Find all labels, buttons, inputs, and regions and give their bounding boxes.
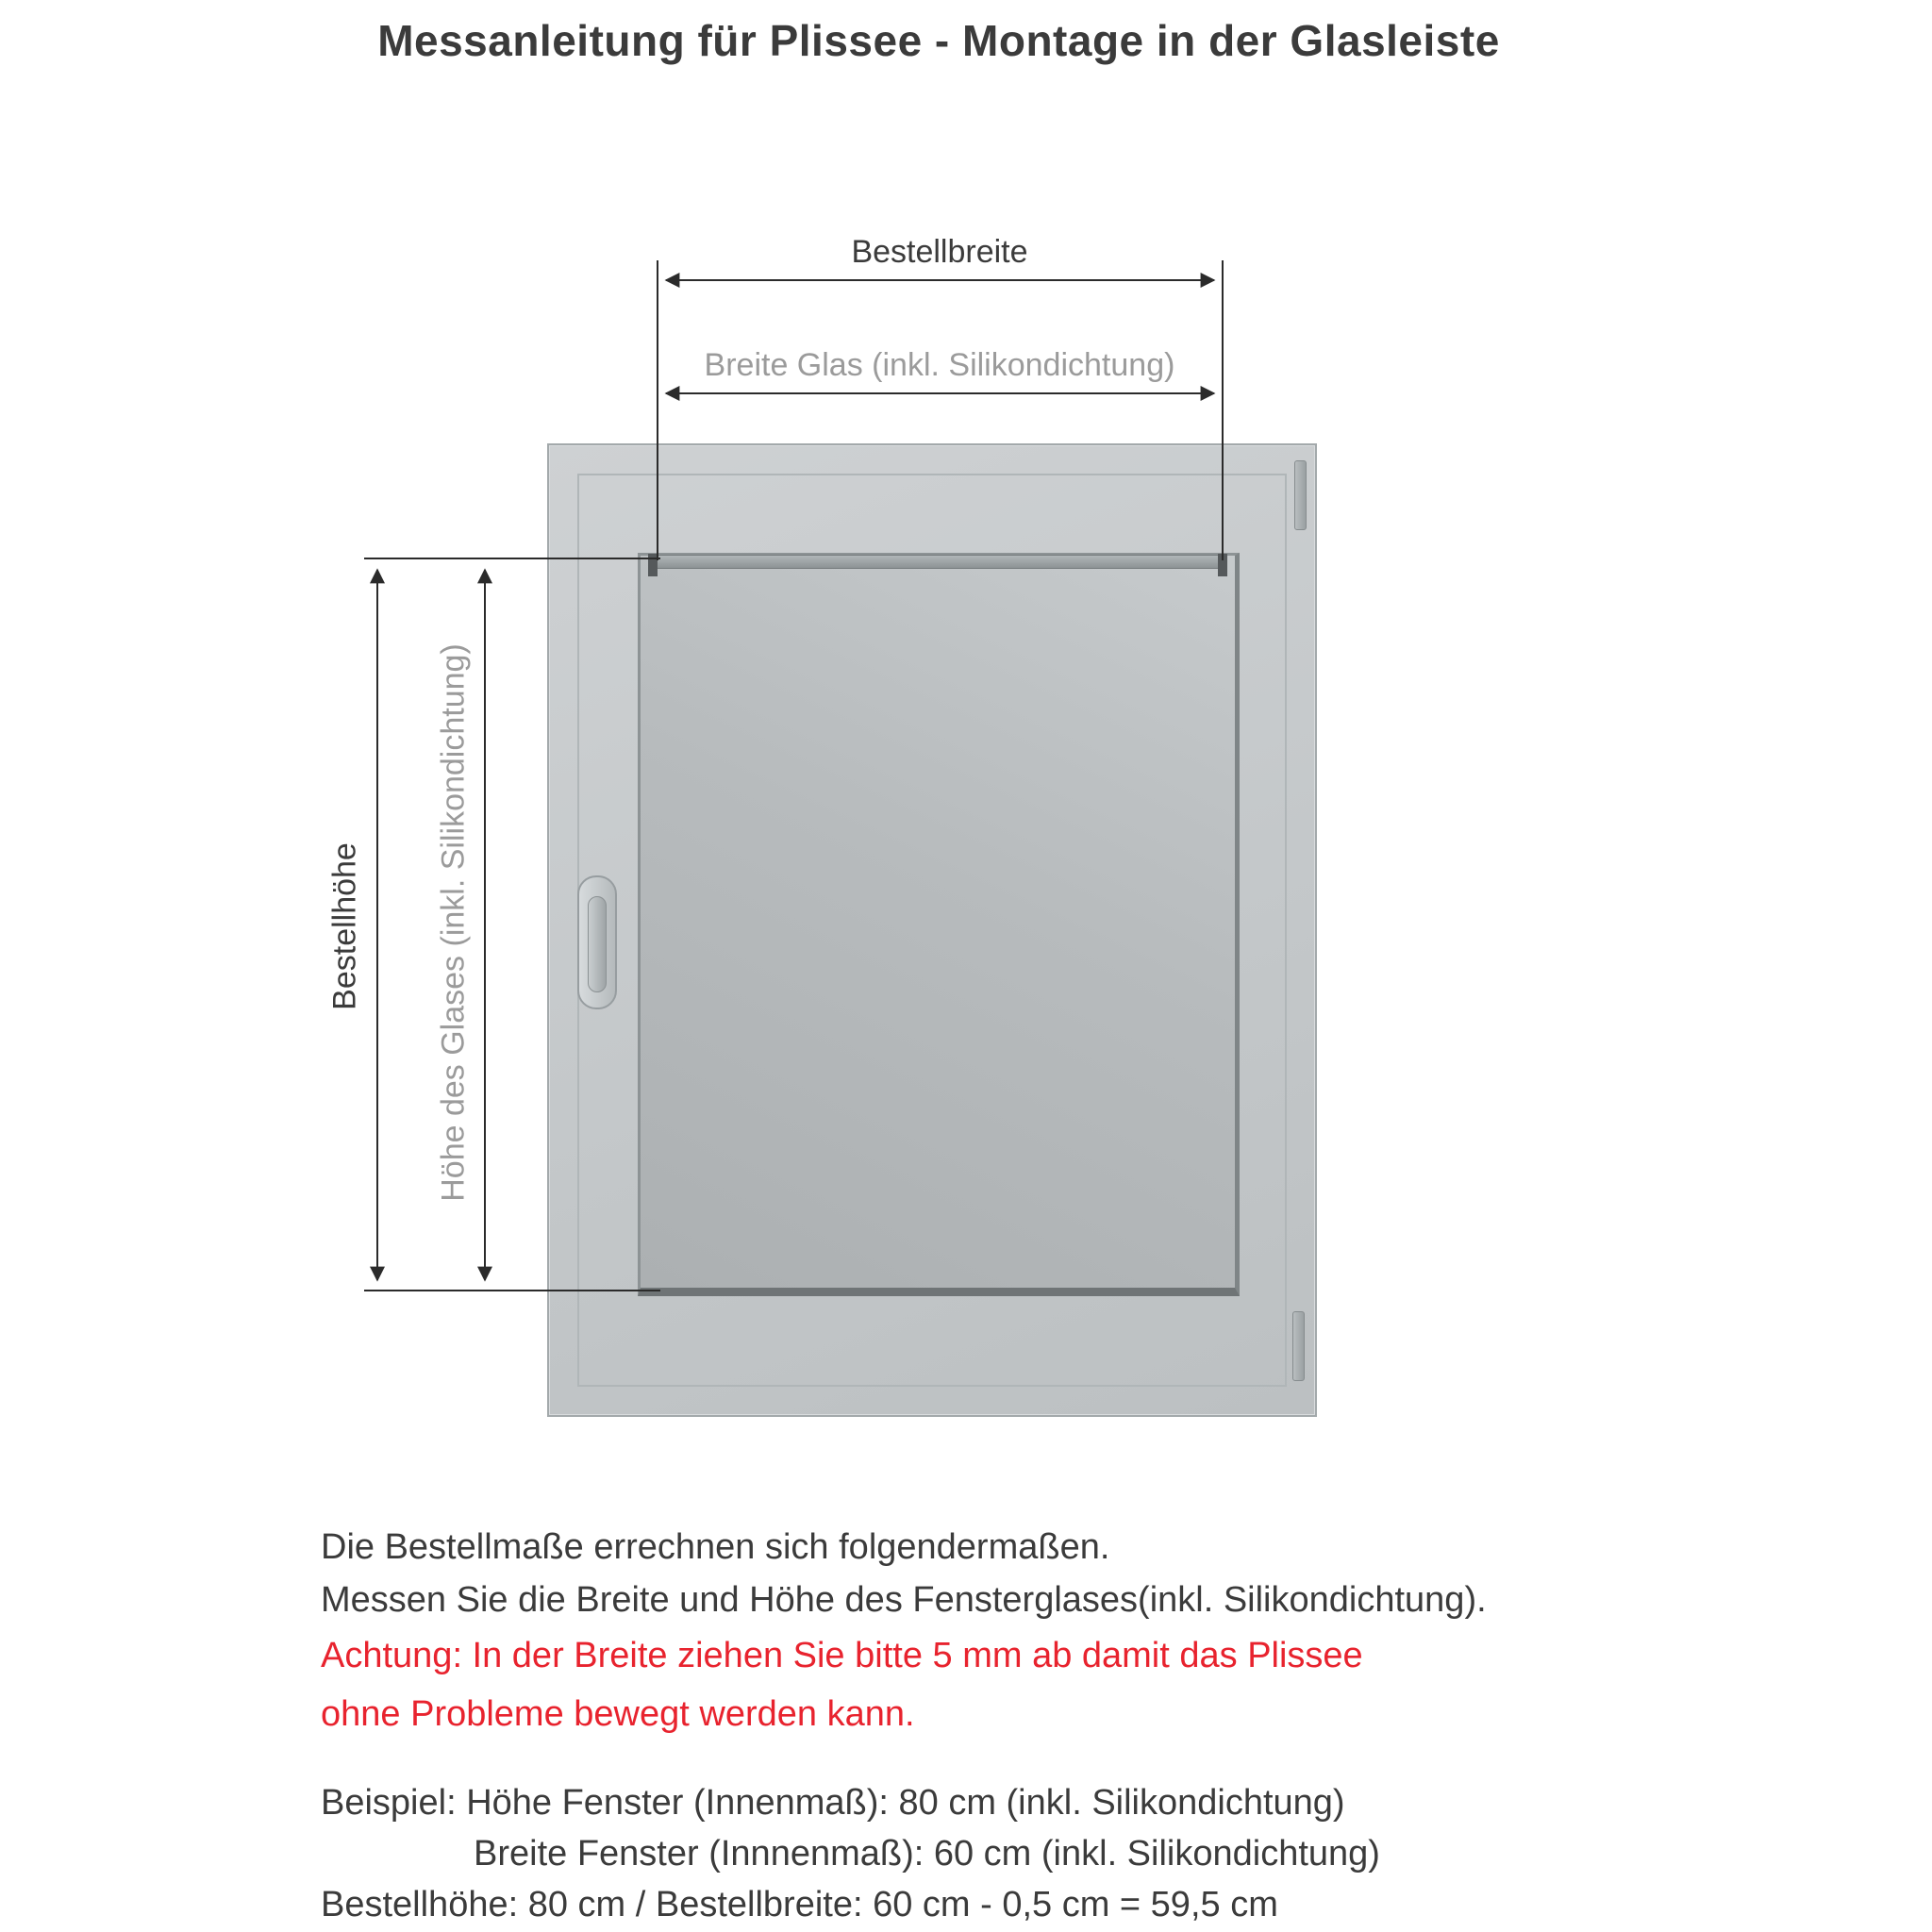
example-line: Breite Fenster (Innnenmaß): 60 cm (inkl. Silikondichtung) [474, 1834, 1380, 1874]
instruction-line: Messen Sie die Breite und Höhe des Fensterglases(inkl. Silikondichtung). [321, 1580, 1487, 1620]
glass-width-label: Breite Glas (inkl. Silikondichtung) [704, 347, 1175, 383]
plissee-top-rail [649, 555, 1226, 569]
window-handle-grip [588, 896, 607, 992]
warning-line: ohne Probleme bewegt werden kann. [321, 1694, 915, 1734]
spacer [321, 1743, 1736, 1777]
order-width-label: Bestellbreite [851, 234, 1028, 270]
example-line: Bestellhöhe: 80 cm / Bestellbreite: 60 cm - 0,5 cm = 59,5 cm [321, 1885, 1278, 1924]
hinge-bottom [1292, 1311, 1305, 1381]
warning-line: Achtung: In der Breite ziehen Sie bitte 5 mm ab damit das Plissee [321, 1636, 1363, 1675]
window-handle [577, 875, 617, 1009]
window-glass [638, 553, 1240, 1296]
page-title: Messanleitung für Plissee - Montage in der Glasleiste [377, 16, 1500, 65]
instruction-line: Die Bestellmaße errechnen sich folgendermaßen. [321, 1527, 1110, 1567]
example-line: Beispiel: Höhe Fenster (Innenmaß): 80 cm (inkl. Silikondichtung) [321, 1783, 1345, 1823]
instructions-block [321, 1521, 1736, 1930]
glass-height-label: Höhe des Glases (inkl. Silikondichtung) [435, 643, 472, 1202]
hinge-top [1294, 460, 1307, 530]
order-height-label: Bestellhöhe [326, 842, 363, 1010]
